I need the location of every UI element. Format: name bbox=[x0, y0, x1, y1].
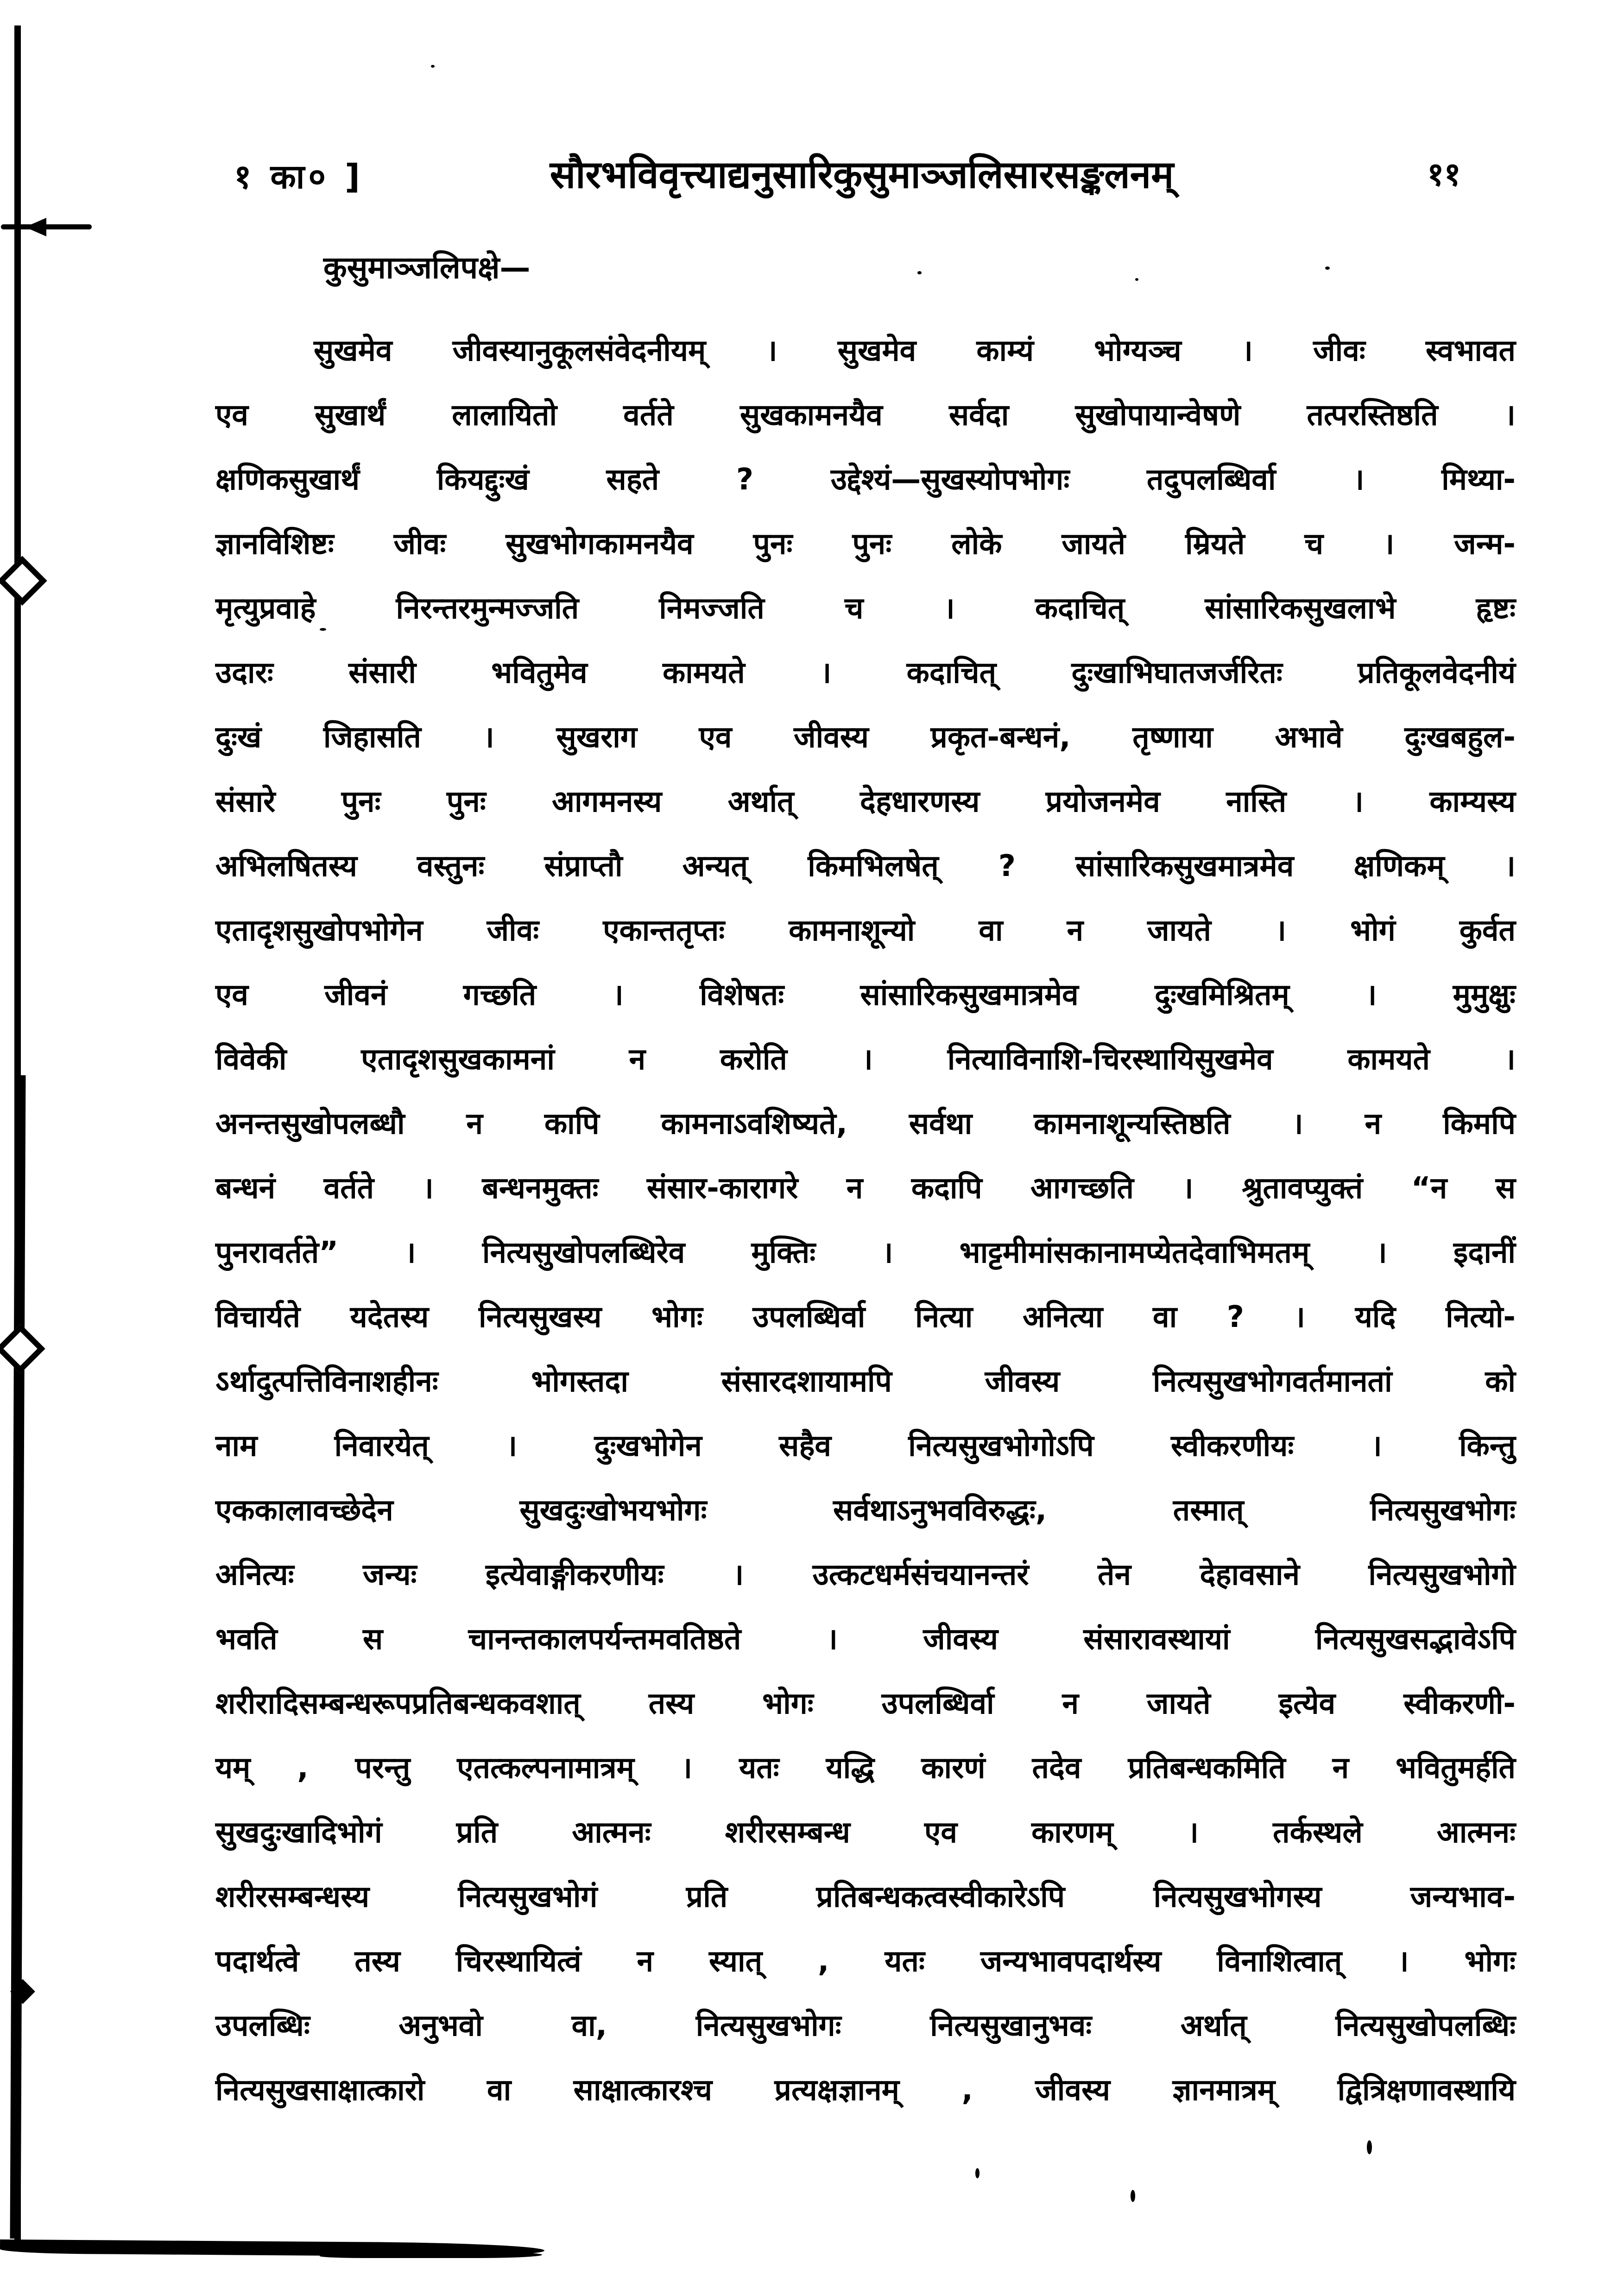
text-line: संसारे पुनः पुनः आगमनस्य अर्थात् देहधारणस्य प्रयोजनमेव नास्ति । काम्यस्य bbox=[215, 785, 1516, 819]
scan-speck bbox=[1367, 2140, 1372, 2154]
text-line: बन्धनं वर्तते । बन्धनमुक्तः संसार-कारागरे न कदापि आगच्छति । श्रुतावप्युक्तं “न स bbox=[215, 1171, 1516, 1205]
text-line: विवेकी एतादृशसुखकामनां न करोति । नित्याविनाशि-चिरस्थायिसुखमेव कामयते । bbox=[215, 1042, 1516, 1077]
text-line: एव सुखार्थं लालायितो वर्तते सुखकामनयैव सर्वदा सुखोपायान्वेषणे तत्परस्तिष्ठति । bbox=[215, 398, 1516, 432]
text-line: ऽर्थादुत्पत्तिविनाशहीनः भोगस्तदा संसारदशायामपि जीवस्य नित्यसुखभोगवर्तमानतां को bbox=[215, 1364, 1516, 1399]
scan-speck bbox=[975, 2168, 979, 2178]
text-line: उदारः संसारी भवितुमेव कामयते । कदाचित् दुःखाभिघातजर्जरितः प्रतिकूलवेदनीयं bbox=[215, 656, 1516, 690]
page-title: सौरभविवृत्त्याद्यनुसारिकुसुमाञ्जलिसारसङ्कलनम् bbox=[550, 153, 1174, 197]
text-line: अनन्तसुखोपलब्धौ न कापि कामनाऽवशिष्यते, सर्वथा कामनाशून्यस्तिष्ठति । न किमपि bbox=[215, 1107, 1516, 1141]
scan-speck bbox=[1135, 278, 1138, 281]
text-line: उपलब्धिः अनुभवो वा, नित्यसुखभोगः नित्यसुखानुभवः अर्थात् नित्यसुखोपलब्धिः bbox=[215, 2009, 1516, 2043]
header-chapter-mark: १ का० ] bbox=[234, 157, 364, 196]
scan-speck bbox=[917, 271, 922, 274]
ink-smudge-tail bbox=[320, 2252, 542, 2258]
page-number: ११ bbox=[1427, 155, 1461, 193]
text-line: अनित्यः जन्यः इत्येवाङ्गीकरणीयः । उत्कटधर्मसंचयानन्तरं तेन देहावसाने नित्यसुखभोगो bbox=[215, 1558, 1516, 1592]
text-line: एतादृशसुखोपभोगेन जीवः एकान्ततृप्तः कामनाशून्यो वा न जायते । भोगं कुर्वत bbox=[215, 914, 1516, 948]
text-line: नाम निवारयेत् । दुःखभोगेन सहैव नित्यसुखभोगोऽपि स्वीकरणीयः । किन्तु bbox=[215, 1429, 1516, 1463]
scan-speck bbox=[1325, 266, 1330, 270]
scan-speck bbox=[1131, 2190, 1135, 2202]
text-line: भवति स चानन्तकालपर्यन्तमवतिष्ठते । जीवस्य संसारावस्थायां नित्यसुखसद्भावेऽपि bbox=[215, 1622, 1516, 1656]
text-line: दुःखं जिहासति । सुखराग एव जीवस्य प्रकृत-बन्धनं, तृष्णाया अभावे दुःखबहुल- bbox=[215, 720, 1516, 755]
binding-edge-line-lower bbox=[10, 1075, 26, 2239]
text-line: शरीरसम्बन्धस्य नित्यसुखभोगं प्रति प्रतिबन्धकत्वस्वीकारेऽपि नित्यसुखभोगस्य जन्यभाव- bbox=[215, 1880, 1516, 1914]
scan-speck bbox=[431, 65, 435, 68]
body-text bbox=[215, 319, 1516, 2123]
text-line: मृत्युप्रवाहे निरन्तरमुन्मज्जति निमज्जति च । कदाचित् सांसारिकसुखलाभे हृष्टः bbox=[215, 591, 1516, 626]
margin-diamond-mark bbox=[0, 556, 47, 605]
text-line: नित्यसुखसाक्षात्कारो वा साक्षात्कारश्च प्रत्यक्षज्ञानम् , जीवस्य ज्ञानमात्रम् द्वित्रिक्षणावस्थायि bbox=[215, 2073, 1516, 2107]
text-line: पदार्थत्वे तस्य चिरस्थायित्वं न स्यात् , यतः जन्यभावपदार्थस्य विनाशित्वात् । भोगः bbox=[215, 1944, 1516, 1979]
section-heading: कुसुमाञ्जलिपक्षे— bbox=[323, 250, 531, 286]
margin-arrow-bar bbox=[1, 224, 92, 229]
text-line: विचार्यते यदेतस्य नित्यसुखस्य भोगः उपलब्धिर्वा नित्या अनित्या वा ? । यदि नित्यो- bbox=[215, 1300, 1516, 1334]
text-line: क्षणिकसुखार्थं कियद्दुःखं सहते ? उद्देश्यं—सुखस्योपभोगः तदुपलब्धिर्वा । मिथ्या- bbox=[215, 463, 1516, 497]
margin-diamond-mark bbox=[0, 1324, 45, 1373]
margin-arrow-head bbox=[25, 218, 46, 236]
text-line: सुखदुःखादिभोगं प्रति आत्मनः शरीरसम्बन्ध एव कारणम् । तर्कस्थले आत्मनः bbox=[215, 1815, 1516, 1850]
text-line: सुखमेव जीवस्यानुकूलसंवेदनीयम् । सुखमेव काम्यं भोग्यञ्च । जीवः स्वभावत bbox=[314, 334, 1516, 368]
margin-arrow-mark bbox=[1, 218, 94, 236]
text-line: अभिलषितस्य वस्तुनः संप्राप्तौ अन्यत् किमभिलषेत् ? सांसारिकसुखमात्रमेव क्षणिकम् । bbox=[215, 849, 1516, 883]
text-line: पुनरावर्तते” । नित्यसुखोपलब्धिरेव मुक्तिः । भाट्टमीमांसकानामप्येतदेवाभिमतम् । इदानीं bbox=[215, 1236, 1516, 1270]
text-line: एककालावच्छेदेन सुखदुःखोभयभोगः सर्वथाऽनुभवविरुद्धः, तस्मात् नित्यसुखभोगः bbox=[215, 1493, 1516, 1528]
text-line: ज्ञानविशिष्टः जीवः सुखभोगकामनयैव पुनः पुनः लोके जायते म्रियते च । जन्म- bbox=[215, 527, 1516, 561]
text-line: एव जीवनं गच्छति । विशेषतः सांसारिकसुखमात्रमेव दुःखमिश्रितम् । मुमुक्षुः bbox=[215, 978, 1516, 1012]
text-line: यम् , परन्तु एतत्कल्पनामात्रम् । यतः यद्धि कारणं तदेव प्रतिबन्धकमिति न भवितुमर्हति bbox=[215, 1751, 1516, 1785]
text-line: शरीरादिसम्बन्धरूपप्रतिबन्धकवशात् तस्य भोगः उपलब्धिर्वा न जायते इत्येव स्वीकरणी- bbox=[215, 1687, 1516, 1721]
